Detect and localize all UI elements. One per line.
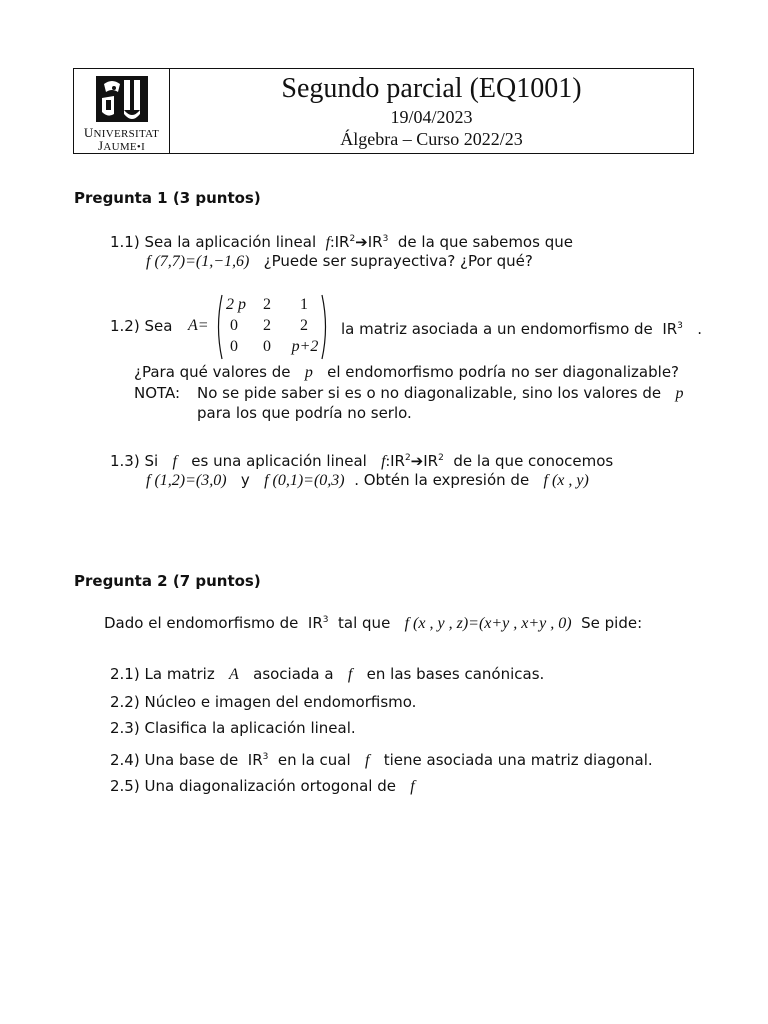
exam-title: Segundo parcial (EQ1001)	[281, 73, 582, 104]
item-1-2-nota	[134, 383, 180, 403]
uji-logo-icon	[94, 74, 150, 124]
item-1-2-nota-text2: para los que podría no serlo.	[197, 404, 412, 422]
item-2-2: 2.2) Núcleo e imagen del endomorfismo.	[110, 693, 417, 711]
matrix-cell: 2	[300, 317, 308, 334]
item-1-1-line2: f (7,7)=(1,−1,6) ¿Puede ser suprayectiva? ¿Por qué?	[146, 252, 533, 270]
item-1-1-line1: 1.1) Sea la aplicación lineal $f:IR^2➔IR^3$ de la que sabemos que	[110, 233, 573, 251]
arrow-icon: ➔	[410, 452, 424, 470]
matrix-label: A=	[188, 317, 209, 334]
nota-label: NOTA:	[134, 384, 181, 402]
matrix-cell: 2	[263, 296, 271, 313]
item-number: 1.3)	[110, 452, 140, 470]
math-r3: IR	[307, 614, 323, 632]
item-number: 1.1)	[110, 233, 140, 251]
matrix-cell: 0	[230, 338, 238, 355]
matrix-cell: 2	[263, 317, 271, 334]
exam-header	[73, 68, 694, 154]
math-f: f	[325, 234, 331, 251]
item-1-2-line1: 1.2) Sea	[110, 317, 173, 335]
item-1-3-line2: f (1,2)=(3,0) y f (0,1)=(0,3) . Obtén la expresión de f (x , y)	[146, 471, 589, 489]
question-2-heading: Pregunta 2 (7 puntos)	[74, 572, 261, 590]
item-1-2-line1-rest: la matriz asociada a un endomorfismo de $IR^3$ .	[341, 320, 702, 338]
matrix-cell: 0	[230, 317, 238, 334]
item-1-2-nota-text: No se pide saber si es o no diagonalizable, sino los valores de p	[197, 384, 684, 402]
item-2-5: 2.5) Una diagonalización ortogonal de f	[110, 777, 415, 795]
question-2-intro: Dado el endomorfismo de $IR^3$ tal que f (x , y , z)=(x+y , x+y , 0) Se pide:	[104, 614, 643, 632]
logo-text-line2: JAUME•I	[97, 138, 146, 153]
math-r3: IR	[662, 320, 678, 338]
item-text: Sea la aplicación lineal	[144, 233, 317, 251]
item-1-2-question: ¿Para qué valores de p el endomorfismo podría no ser diagonalizable?	[134, 363, 680, 381]
arrow-icon: ➔	[355, 233, 368, 251]
matrix-cell: 2 p	[226, 296, 246, 313]
exam-date: 19/04/2023	[390, 107, 473, 127]
item-2-4: 2.4) Una base de $IR^3$ en la cual f tiene asociada una matriz diagonal.	[110, 751, 653, 769]
item-2-1: 2.1) La matriz A asociada a f en las bases canónicas.	[110, 665, 545, 683]
question-1-heading: Pregunta 1 (3 puntos)	[74, 189, 261, 207]
item-number: 1.2)	[110, 317, 140, 335]
equation: f (7,7)=(1,−1,6)	[146, 253, 250, 270]
matrix-cell: p+2	[291, 338, 319, 355]
math-r2: IR	[334, 233, 350, 251]
equation: f (x , y , z)=(x+y , x+y , 0)	[404, 615, 572, 632]
item-1-3-line1: 1.3) Si f es una aplicación lineal $f:IR^2➔IR^2$ de la que conocemos	[110, 452, 614, 470]
matrix-A	[214, 294, 330, 360]
math-r3: IR	[367, 233, 383, 251]
university-logo	[74, 69, 170, 153]
logo-text-line1: UNIVERSITAT	[83, 125, 160, 140]
math-r3: IR	[247, 751, 263, 769]
course-name: Álgebra – Curso 2022/23	[340, 129, 523, 149]
item-2-3: 2.3) Clasifica la aplicación lineal.	[110, 719, 356, 737]
matrix-cell: 0	[263, 338, 271, 355]
matrix-cell: 1	[300, 296, 308, 313]
